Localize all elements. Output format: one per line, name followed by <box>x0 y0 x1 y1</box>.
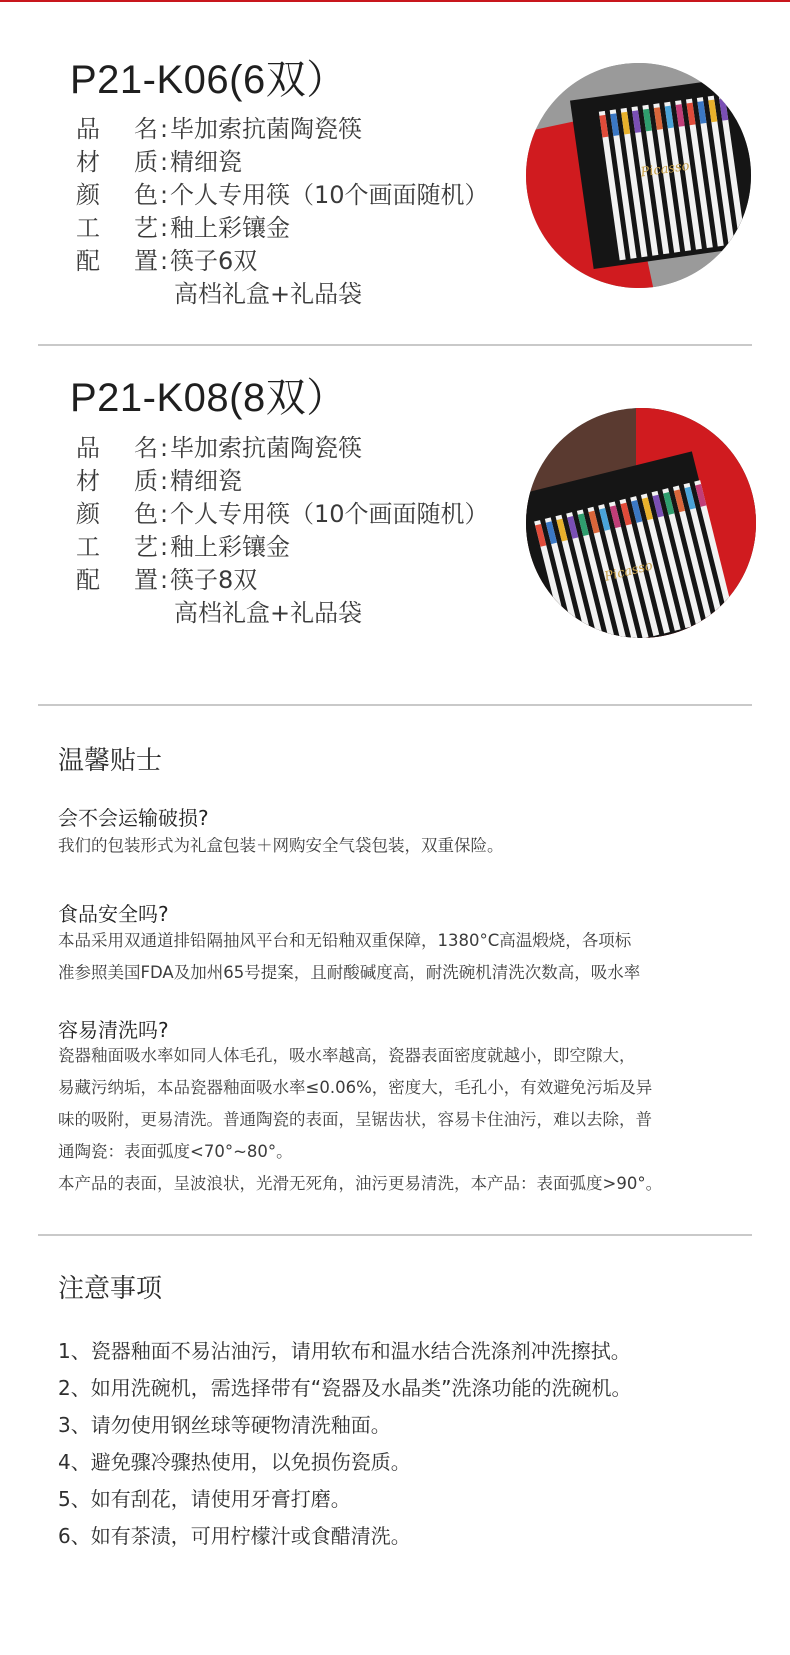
spec-row-material: 材 质:精细瓷 <box>76 467 242 495</box>
spec-row-name: 品 名:毕加索抗菌陶瓷筷 <box>76 115 362 143</box>
notes-title: 注意事项 <box>58 1274 163 1304</box>
spec-row-config: 配 置:筷子8双 <box>76 566 258 594</box>
tip-answer-line: 准参照美国FDA及加州65号提案，且耐酸碱度高，耐洗碗机清洗次数高，吸水率 <box>58 963 641 982</box>
spec-value: 釉上彩镶金 <box>170 533 290 561</box>
tip-question: 食品安全吗? <box>58 902 169 926</box>
note-item: 6、如有茶渍，可用柠檬汁或食醋清洗。 <box>58 1524 411 1548</box>
spec-row-config: 配 置:筷子6双 <box>76 247 258 275</box>
spec-value: 筷子6双 <box>170 247 258 275</box>
section-divider <box>38 344 752 346</box>
spec-value: 釉上彩镶金 <box>170 214 290 242</box>
spec-config-extra: 高档礼盒+礼品袋 <box>174 599 363 627</box>
tip-answer-line: 易藏污纳垢，本品瓷器釉面吸水率≤0.06%，密度大，毛孔小，有效避免污垢及异 <box>58 1078 653 1097</box>
brand-logo-text: Picasso <box>603 558 655 585</box>
tip-answer-line: 本品采用双通道排铅隔抽风平台和无铅釉双重保障，1380°C高温煅烧，各项标 <box>58 931 632 950</box>
product-photo <box>526 63 751 288</box>
spec-row-material: 材 质:精细瓷 <box>76 148 242 176</box>
section-divider <box>38 704 752 706</box>
brand-logo-text: Picasso <box>639 158 691 181</box>
top-accent-line <box>0 0 790 2</box>
spec-config-extra: 高档礼盒+礼品袋 <box>174 280 363 308</box>
spec-row-color: 颜 色:个人专用筷（10个画面随机） <box>76 500 489 528</box>
gift-box-image <box>526 63 751 288</box>
spec-value: 筷子8双 <box>170 566 258 594</box>
spec-value: 毕加索抗菌陶瓷筷 <box>170 115 362 143</box>
spec-value: 精细瓷 <box>170 467 242 495</box>
tip-answer-line: 味的吸附，更易清洗。普通陶瓷的表面，呈锯齿状，容易卡住油污，难以去除，普 <box>58 1110 652 1129</box>
note-item: 4、避免骤冷骤热使用，以免损伤瓷质。 <box>58 1450 411 1474</box>
tip-question: 会不会运输破损? <box>58 806 209 830</box>
spec-row-craft: 工 艺:釉上彩镶金 <box>76 533 290 561</box>
product-title: P21-K06(6双） <box>70 58 347 102</box>
spec-value: 精细瓷 <box>170 148 242 176</box>
tips-title: 温馨贴士 <box>58 746 163 776</box>
note-item: 3、请勿使用钢丝球等硬物清洗釉面。 <box>58 1413 391 1437</box>
section-divider <box>38 1234 752 1236</box>
tip-question: 容易清洗吗? <box>58 1018 169 1042</box>
gift-box-image <box>526 408 756 638</box>
spec-value: 个人专用筷（10个画面随机） <box>170 181 489 209</box>
spec-value: 毕加索抗菌陶瓷筷 <box>170 434 362 462</box>
note-item: 1、瓷器釉面不易沾油污，请用软布和温水结合洗涤剂冲洗擦拭。 <box>58 1339 631 1363</box>
note-item: 5、如有刮花，请使用牙膏打磨。 <box>58 1487 351 1511</box>
spec-row-craft: 工 艺:釉上彩镶金 <box>76 214 290 242</box>
spec-row-color: 颜 色:个人专用筷（10个画面随机） <box>76 181 489 209</box>
tip-answer-line: 通陶瓷：表面弧度<70°~80°。 <box>58 1142 293 1161</box>
tip-answer-line: 本产品的表面，呈波浪状，光滑无死角，油污更易清洗，本产品：表面弧度>90°。 <box>58 1174 663 1193</box>
spec-row-name: 品 名:毕加索抗菌陶瓷筷 <box>76 434 362 462</box>
tip-answer-line: 瓷器釉面吸水率如同人体毛孔，吸水率越高，瓷器表面密度就越小，即空隙大， <box>58 1046 636 1065</box>
spec-value: 个人专用筷（10个画面随机） <box>170 500 489 528</box>
tip-answer-line: 我们的包装形式为礼盒包装＋网购安全气袋包装，双重保险。 <box>58 836 504 855</box>
product-title: P21-K08(8双） <box>70 376 347 420</box>
note-item: 2、如用洗碗机，需选择带有“瓷器及水晶类”洗涤功能的洗碗机。 <box>58 1376 632 1400</box>
product-photo <box>526 408 756 638</box>
